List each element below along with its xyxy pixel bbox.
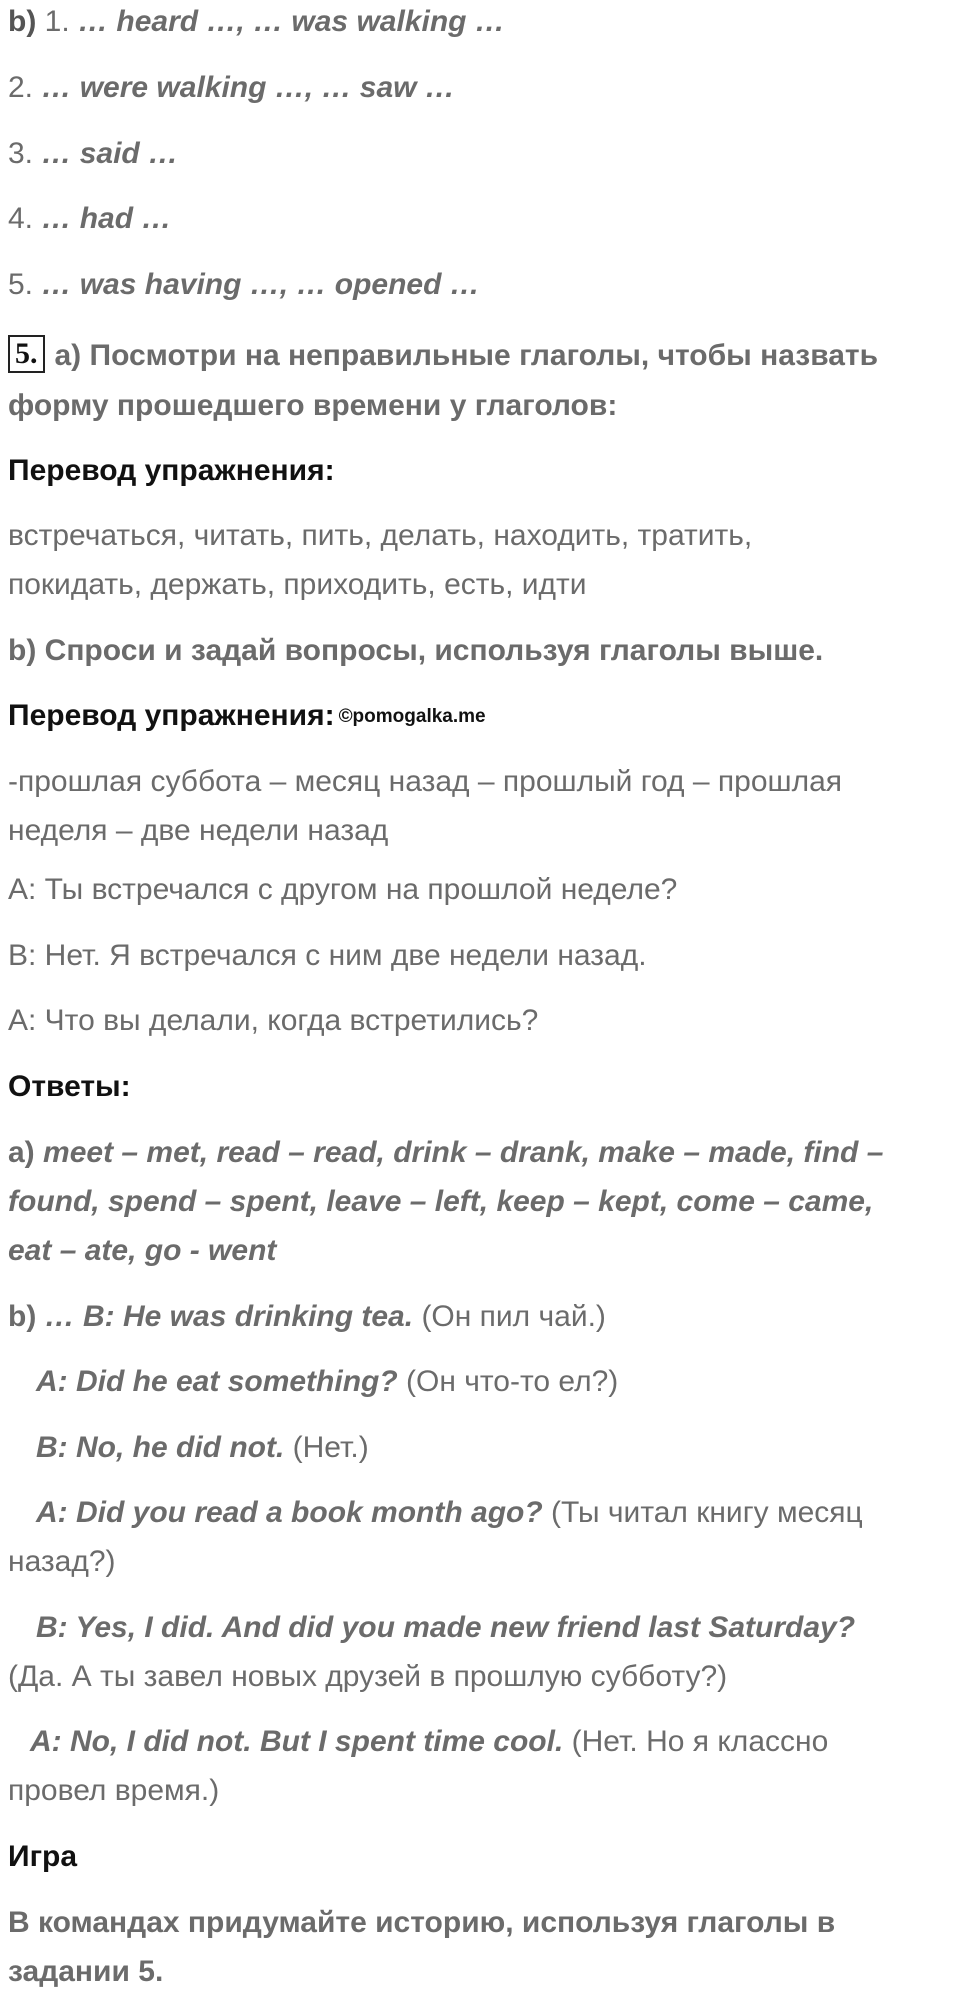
translation-heading: Перевод упражнения: [8, 454, 335, 487]
dialog-line-1: А: Ты встречался с другом на прошлой неделе? [8, 873, 678, 906]
verbs-translation-line1: встречаться, читать, пить, делать, находить, тратить, [8, 519, 753, 552]
answer-b-dialog-5-translation: (Да. А ты завел новых друзей в прошлую субботу?) [8, 1660, 728, 1693]
answers-heading: Ответы: [8, 1070, 131, 1103]
answer-b-dialog-4-cont: назад?) [8, 1545, 116, 1578]
game-text-line2: задании 5. [8, 1955, 164, 1988]
exercise-5-task-b: b) Спроси и задай вопросы, используя глаголы выше. [8, 634, 824, 667]
answer-b-dialog-4: A: Did you read a book month ago? (Ты читал книгу месяц [36, 1496, 863, 1529]
answer-b-dialog-6: A: No, I did not. But I spent time cool. (Нет. Но я классно [30, 1725, 829, 1758]
answer-b-5: 5. … was having …, … opened … [8, 268, 480, 301]
answer-b-1: b) 1. … heard …, … was walking … [8, 5, 505, 38]
answer-a-line2: found, spend – spent, leave – left, keep – kept, come – came, [8, 1185, 874, 1218]
game-heading: Игра [8, 1840, 78, 1873]
answer-b-dialog-2: A: Did he eat something? (Он что-то ел?) [36, 1365, 619, 1398]
watermark: ©pomogalka.me [338, 706, 486, 727]
answer-b-4: 4. … had … [8, 202, 172, 235]
answer-b-2: 2. … were walking …, … saw … [8, 71, 455, 104]
time-expressions-line2: неделя – две недели назад [8, 814, 389, 847]
verbs-translation-line2: покидать, держать, приходить, есть, идти [8, 568, 587, 601]
exercise-5-task-a: 5. a) Посмотри на неправильные глаголы, чтобы назвать [8, 331, 878, 380]
exercise-number-box: 5. [8, 335, 45, 373]
answer-b-3: 3. … said … [8, 137, 179, 170]
game-text-line1: В командах придумайте историю, используя глаголы в [8, 1906, 836, 1939]
answer-b-dialog-6-cont: провел время.) [8, 1774, 220, 1807]
dialog-line-2: В: Нет. Я встречался с ним две недели назад. [8, 939, 647, 972]
translation-heading-2: Перевод упражнения: ©pomogalka.me [8, 699, 486, 732]
answer-b-dialog-5: B: Yes, I did. And did you made new friend last Saturday? [36, 1611, 856, 1644]
dialog-line-3: А: Что вы делали, когда встретились? [8, 1004, 539, 1037]
answer-a-line1: a) meet – met, read – read, drink – drank, make – made, find – [8, 1136, 884, 1169]
answer-a-line3: eat – ate, go - went [8, 1234, 277, 1267]
answer-b-dialog-3: B: No, he did not. (Нет.) [36, 1431, 369, 1464]
exercise-5-task-a-line2: форму прошедшего времени у глаголов: [8, 389, 618, 422]
answer-b-dialog-1: b) … B: He was drinking tea. (Он пил чай.) [8, 1300, 606, 1333]
time-expressions-line1: -прошлая суббота – месяц назад – прошлый год – прошлая [8, 765, 843, 798]
